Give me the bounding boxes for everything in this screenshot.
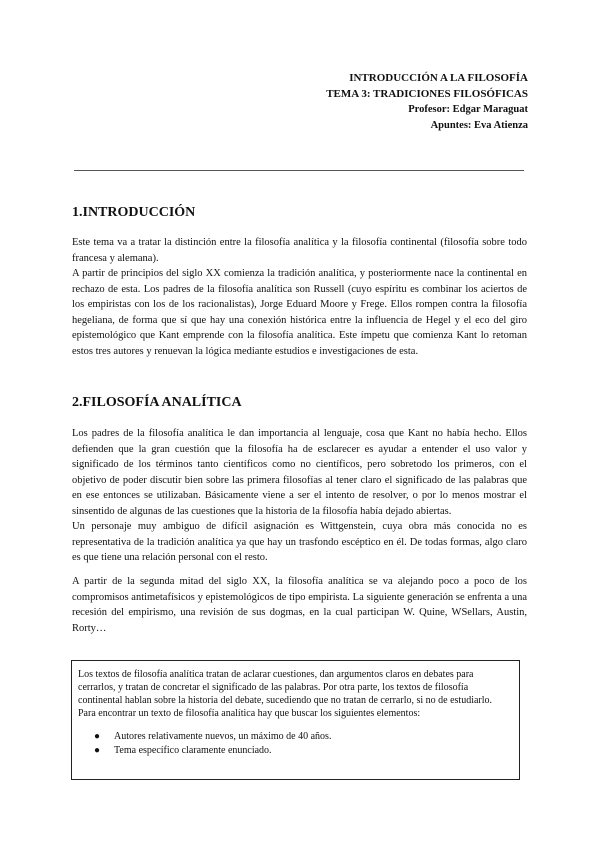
professor-line: Profesor: Edgar Maraguat — [408, 104, 528, 115]
analitica-paragraph-1: Los padres de la filosofía analítica le dan importancia al lenguaje, cosa que Kant no había hecho. Ellos defienden que la gran cuestión que la filosofía ha de esclarecer es ayudar a entender el uso valor y significado de los términos tanto científicos como no científicos, pero sobretodo los primeros, con el objetivo de poder discutir bien sobre las primera filosofías al tener claro el significado de las palabras que en ese entonces se utilizaban. Básicamente viene a ser el intento de resolver, o por lo menos mostrar el sinsentido de algunas de las cuestiones que la historia de la filosofía había dejado abiertas. — [72, 428, 527, 517]
analitica-paragraph-2: Un personaje muy ambiguo de difícil asignación es Wittgenstein, cuya obra más conocida no es representativa de la tradición analítica ya que hay un trasfondo escéptico en él. De todas formas, algo claro es que tiene una relación personal con el resto. — [72, 521, 527, 563]
notes-author-line: Apuntes: Eva Atienza — [430, 120, 528, 131]
bullet-icon: ● — [94, 745, 101, 756]
document-header — [326, 70, 528, 134]
intro-paragraph-1: Este tema va a tratar la distinción entre la filosofía analítica y la filosofía continental (filosofía sobre todo francesa y alemana). — [72, 237, 527, 264]
box-paragraph-1: Los textos de filosofía analítica tratan de aclarar cuestiones, dan argumentos claros en debates para cerrarlos, y tratan de concretar el significado de las palabras. Por otra parte, los textos de filosofía continental hablan sobre la historia del debate, sucediendo que no tratan de cerrarlo, si no de estudiarlo. — [78, 669, 493, 706]
analitica-paragraph-3: A partir de la segunda mitad del siglo XX, la filosofía analítica se va alejando poco a poco de los compromisos antimetafísicos y epistemológicos de tipo empirista. La siguiente generación se enfrenta a una recesión del empirismo, una revisión de sus dogmas, en la cual participan W. Quine, WSellars, Austin, Rorty… — [72, 576, 527, 634]
list-item — [78, 744, 513, 758]
course-title: INTRODUCCIÓN A LA FILOSOFÍA — [349, 72, 528, 84]
box-paragraph-2: Para encontrar un texto de filosofía analítica hay que buscar los siguientes elementos: — [78, 708, 421, 719]
elements-list — [78, 730, 513, 758]
section-title-filosofia-analitica: 2.FILOSOFÍA ANALÍTICA — [72, 395, 242, 410]
list-item-text: Tema específico claramente enunciado. — [114, 745, 272, 756]
section-title-introduccion: 1.INTRODUCCIÓN — [72, 205, 196, 220]
topic-title: TEMA 3: TRADICIONES FILOSÓFICAS — [326, 88, 528, 100]
intro-paragraph-2: A partir de principios del siglo XX comienza la tradición analítica, y posteriormente nace la continental en rechazo de esta. Los padres de la filosofía analítica son Russell (cuyo espíritu es combinar los aciertos de los empiristas con los de los racionalistas), Jorge Eduard Moore y Frege. Ellos rompen contra la filosofía hegeliana, de forma que sí que hay una conexión histórica entre la influencia de Hegel y el eco del giro epistemológico que Kant emprende con la filosofía analítica. Este ímpetu que comienza Kant lo retoman estos tres autores y renuevan la lógica mediante estudios e investigaciones de esta. — [72, 268, 527, 357]
header-divider — [74, 170, 524, 171]
bullet-icon: ● — [94, 731, 101, 742]
list-item-text: Autores relativamente nuevos, un máximo de 40 años. — [114, 731, 332, 742]
list-item — [78, 730, 513, 744]
summary-box — [71, 660, 520, 780]
